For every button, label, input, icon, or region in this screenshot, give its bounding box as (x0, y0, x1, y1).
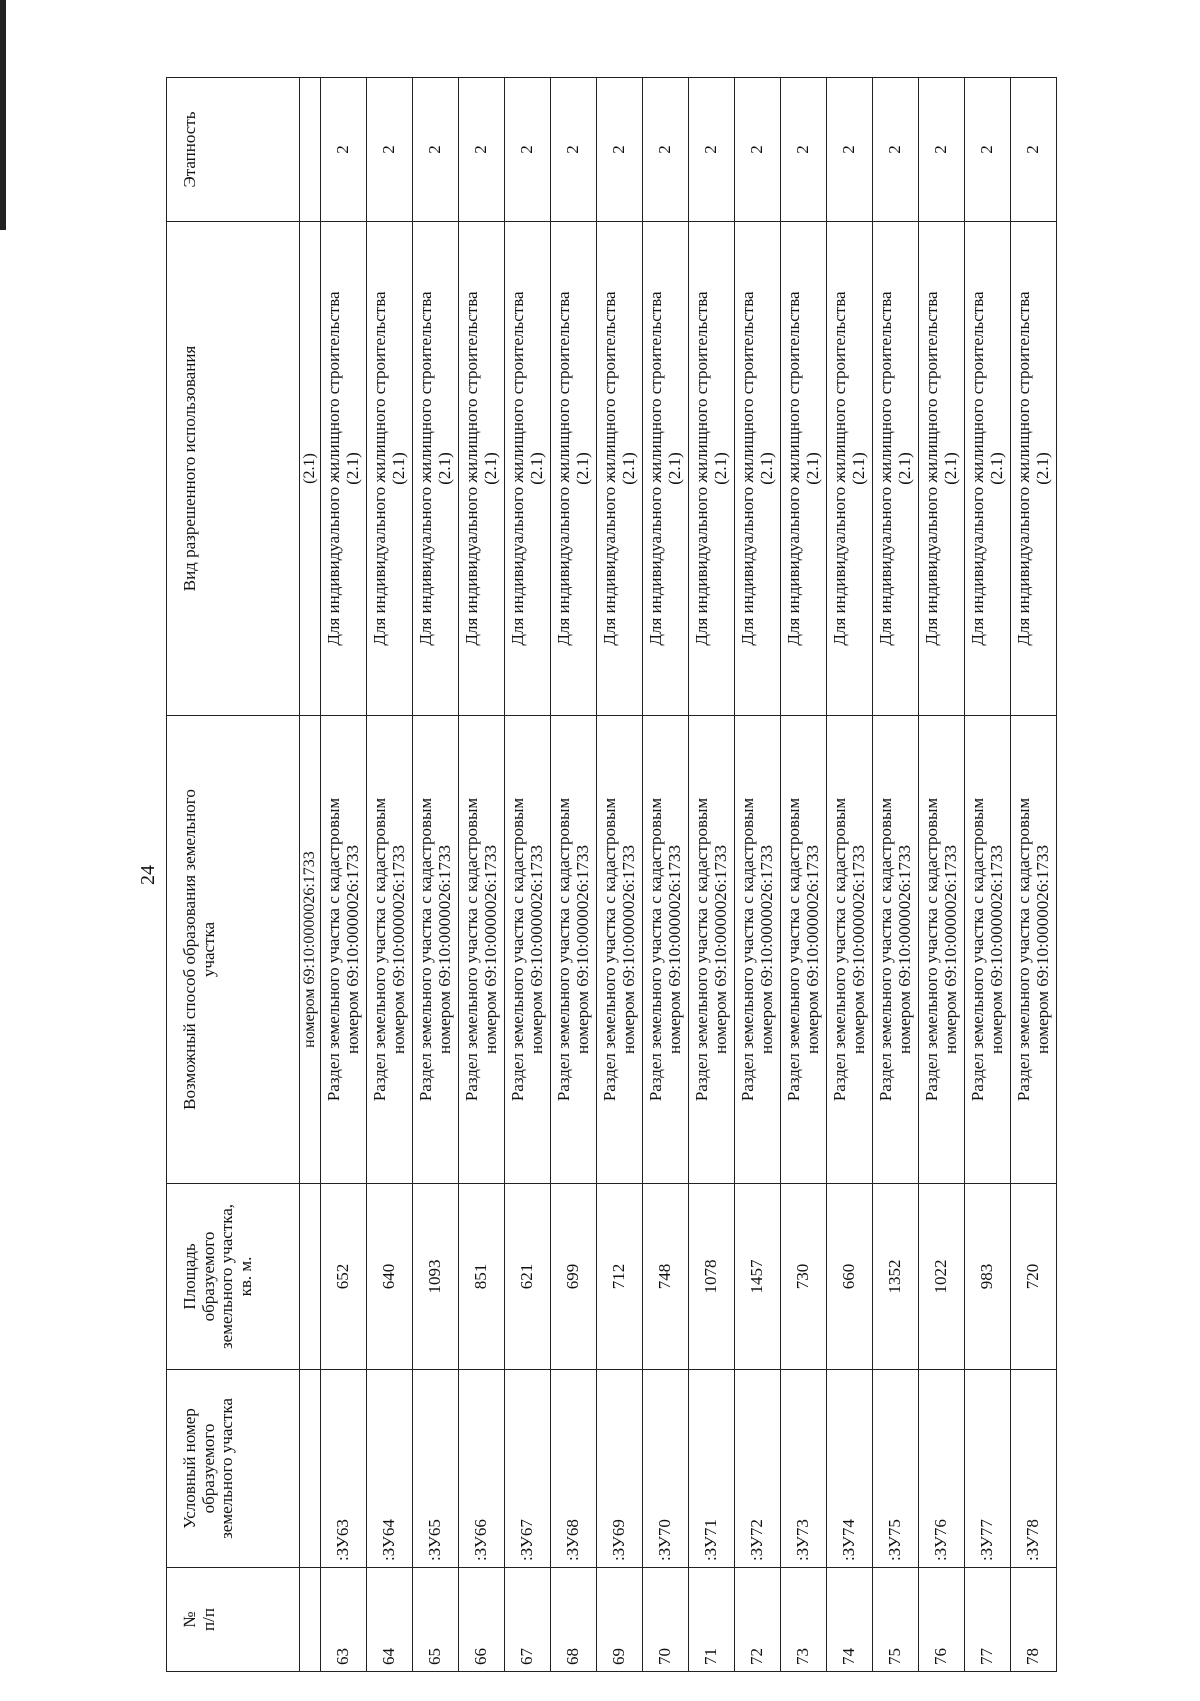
row-num: 65 (413, 1568, 459, 1672)
row-plot-id: :ЗУ74 (827, 1370, 873, 1568)
table-container (166, 78, 1052, 1672)
row-formation-method: Раздел земельного участка с кадастровым номером 69:10:0000026:1733 (505, 716, 551, 1184)
row-area: 640 (367, 1184, 413, 1370)
table-row (1011, 78, 1057, 1672)
row-area: 720 (1011, 1184, 1057, 1370)
row-area: 652 (321, 1184, 367, 1370)
table-row (781, 78, 827, 1672)
table-row (873, 78, 919, 1672)
row-permitted-use: Для индивидуального жилищного строительства (2.1) (367, 222, 413, 716)
row-area: 1093 (413, 1184, 459, 1370)
row-stage: 2 (367, 78, 413, 222)
row-plot-id: :ЗУ77 (965, 1370, 1011, 1568)
row-formation-method: Раздел земельного участка с кадастровым номером 69:10:0000026:1733 (643, 716, 689, 1184)
cont-plot-id (300, 1370, 321, 1568)
header-plot-id: Условный номер образуемого земельного участка (167, 1370, 300, 1568)
row-stage: 2 (505, 78, 551, 222)
row-num: 78 (1011, 1568, 1057, 1672)
row-formation-method: Раздел земельного участка с кадастровым номером 69:10:0000026:1733 (781, 716, 827, 1184)
row-area: 748 (643, 1184, 689, 1370)
row-stage: 2 (1011, 78, 1057, 222)
cont-permitted-use: (2.1) (300, 222, 321, 716)
table-row (367, 78, 413, 1672)
row-num: 64 (367, 1568, 413, 1672)
row-stage: 2 (321, 78, 367, 222)
row-permitted-use: Для индивидуального жилищного строительства (2.1) (551, 222, 597, 716)
table-row (459, 78, 505, 1672)
row-stage: 2 (873, 78, 919, 222)
row-stage: 2 (735, 78, 781, 222)
row-permitted-use: Для индивидуального жилищного строительства (2.1) (321, 222, 367, 716)
row-num: 63 (321, 1568, 367, 1672)
continuation-row (300, 78, 321, 1672)
row-num: 76 (919, 1568, 965, 1672)
row-num: 70 (643, 1568, 689, 1672)
header-area: Площадь образуемого земельного участка, кв. м. (167, 1184, 300, 1370)
table-row (827, 78, 873, 1672)
cont-num (300, 1568, 321, 1672)
row-permitted-use: Для индивидуального жилищного строительства (2.1) (1011, 222, 1057, 716)
table-row (505, 78, 551, 1672)
row-permitted-use: Для индивидуального жилищного строительства (2.1) (781, 222, 827, 716)
row-stage: 2 (781, 78, 827, 222)
row-num: 73 (781, 1568, 827, 1672)
row-permitted-use: Для индивидуального жилищного строительства (2.1) (735, 222, 781, 716)
cont-stage (300, 78, 321, 222)
header-stage: Этапность (167, 78, 300, 222)
row-formation-method: Раздел земельного участка с кадастровым номером 69:10:0000026:1733 (597, 716, 643, 1184)
row-stage: 2 (643, 78, 689, 222)
row-area: 699 (551, 1184, 597, 1370)
row-permitted-use: Для индивидуального жилищного строительства (2.1) (689, 222, 735, 716)
row-area: 851 (459, 1184, 505, 1370)
cont-area (300, 1184, 321, 1370)
row-permitted-use: Для индивидуального жилищного строительства (2.1) (919, 222, 965, 716)
header-permitted-use: Вид разрешенного использования (167, 222, 300, 716)
row-stage: 2 (965, 78, 1011, 222)
row-formation-method: Раздел земельного участка с кадастровым номером 69:10:0000026:1733 (367, 716, 413, 1184)
row-plot-id: :ЗУ68 (551, 1370, 597, 1568)
row-area: 712 (597, 1184, 643, 1370)
row-num: 69 (597, 1568, 643, 1672)
row-formation-method: Раздел земельного участка с кадастровым номером 69:10:0000026:1733 (459, 716, 505, 1184)
row-permitted-use: Для индивидуального жилищного строительства (2.1) (459, 222, 505, 716)
row-formation-method: Раздел земельного участка с кадастровым номером 69:10:0000026:1733 (919, 716, 965, 1184)
row-formation-method: Раздел земельного участка с кадастровым номером 69:10:0000026:1733 (873, 716, 919, 1184)
row-area: 1022 (919, 1184, 965, 1370)
land-plots-table (166, 77, 1057, 1672)
row-plot-id: :ЗУ71 (689, 1370, 735, 1568)
row-formation-method: Раздел земельного участка с кадастровым номером 69:10:0000026:1733 (413, 716, 459, 1184)
header-formation-method: Возможный способ образования земельного участка (167, 716, 300, 1184)
row-num: 72 (735, 1568, 781, 1672)
row-plot-id: :ЗУ65 (413, 1370, 459, 1568)
rotated-page-content (166, 78, 1052, 1672)
row-plot-id: :ЗУ75 (873, 1370, 919, 1568)
row-stage: 2 (413, 78, 459, 222)
row-num: 67 (505, 1568, 551, 1672)
row-plot-id: :ЗУ64 (367, 1370, 413, 1568)
table-header-row (167, 78, 300, 1672)
row-plot-id: :ЗУ73 (781, 1370, 827, 1568)
header-num: № п/п (167, 1568, 300, 1672)
table-row (413, 78, 459, 1672)
row-plot-id: :ЗУ72 (735, 1370, 781, 1568)
row-permitted-use: Для индивидуального жилищного строительства (2.1) (505, 222, 551, 716)
row-plot-id: :ЗУ76 (919, 1370, 965, 1568)
table-row (689, 78, 735, 1672)
row-plot-id: :ЗУ70 (643, 1370, 689, 1568)
row-plot-id: :ЗУ67 (505, 1370, 551, 1568)
row-area: 983 (965, 1184, 1011, 1370)
row-stage: 2 (551, 78, 597, 222)
row-stage: 2 (597, 78, 643, 222)
row-formation-method: Раздел земельного участка с кадастровым номером 69:10:0000026:1733 (965, 716, 1011, 1184)
row-permitted-use: Для индивидуального жилищного строительства (2.1) (413, 222, 459, 716)
row-permitted-use: Для индивидуального жилищного строительства (2.1) (597, 222, 643, 716)
cont-formation-method: номером 69:10:0000026:1733 (300, 716, 321, 1184)
table-row (643, 78, 689, 1672)
row-num: 71 (689, 1568, 735, 1672)
row-area: 1078 (689, 1184, 735, 1370)
row-formation-method: Раздел земельного участка с кадастровым номером 69:10:0000026:1733 (827, 716, 873, 1184)
row-formation-method: Раздел земельного участка с кадастровым номером 69:10:0000026:1733 (735, 716, 781, 1184)
row-permitted-use: Для индивидуального жилищного строительства (2.1) (827, 222, 873, 716)
row-area: 621 (505, 1184, 551, 1370)
table-row (919, 78, 965, 1672)
row-stage: 2 (827, 78, 873, 222)
row-permitted-use: Для индивидуального жилищного строительства (2.1) (873, 222, 919, 716)
row-permitted-use: Для индивидуального жилищного строительства (2.1) (643, 222, 689, 716)
row-permitted-use: Для индивидуального жилищного строительства (2.1) (965, 222, 1011, 716)
row-stage: 2 (459, 78, 505, 222)
table-row (321, 78, 367, 1672)
row-stage: 2 (919, 78, 965, 222)
row-stage: 2 (689, 78, 735, 222)
row-num: 68 (551, 1568, 597, 1672)
row-plot-id: :ЗУ66 (459, 1370, 505, 1568)
row-num: 66 (459, 1568, 505, 1672)
page-number: 24 (136, 865, 159, 885)
row-formation-method: Раздел земельного участка с кадастровым номером 69:10:0000026:1733 (689, 716, 735, 1184)
table-row (965, 78, 1011, 1672)
table-row (735, 78, 781, 1672)
row-num: 75 (873, 1568, 919, 1672)
row-plot-id: :ЗУ78 (1011, 1370, 1057, 1568)
row-num: 74 (827, 1568, 873, 1672)
row-formation-method: Раздел земельного участка с кадастровым номером 69:10:0000026:1733 (1011, 716, 1057, 1184)
row-area: 1457 (735, 1184, 781, 1370)
row-formation-method: Раздел земельного участка с кадастровым номером 69:10:0000026:1733 (551, 716, 597, 1184)
row-plot-id: :ЗУ63 (321, 1370, 367, 1568)
row-area: 730 (781, 1184, 827, 1370)
row-formation-method: Раздел земельного участка с кадастровым номером 69:10:0000026:1733 (321, 716, 367, 1184)
scan-edge-mark (0, 0, 6, 230)
table-row (597, 78, 643, 1672)
row-num: 77 (965, 1568, 1011, 1672)
row-area: 1352 (873, 1184, 919, 1370)
table-row (551, 78, 597, 1672)
row-plot-id: :ЗУ69 (597, 1370, 643, 1568)
row-area: 660 (827, 1184, 873, 1370)
